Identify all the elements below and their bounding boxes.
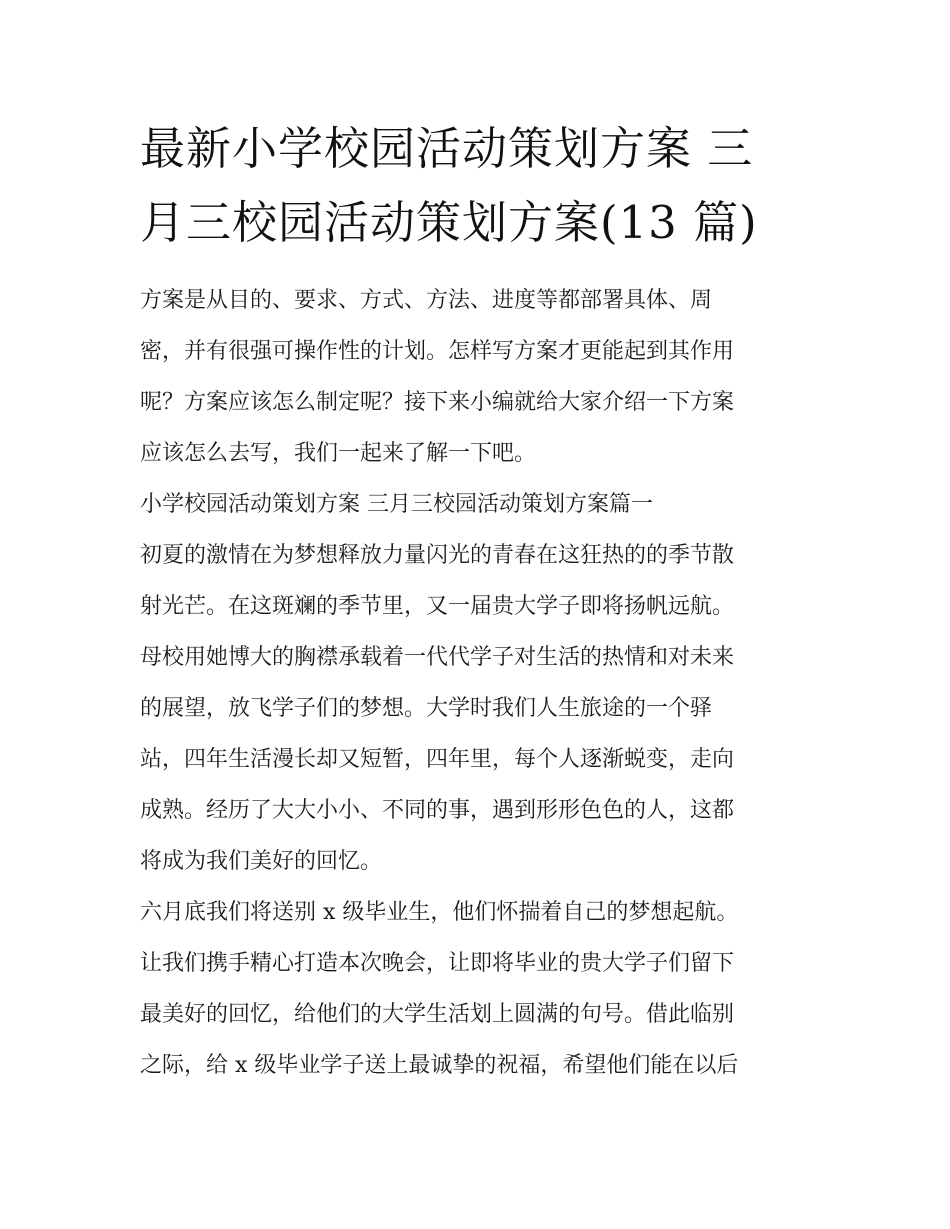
document-title [140, 112, 830, 260]
paragraph-line: 成熟。经历了大大小小、不同的事，遇到形形色色的人，这都 [140, 798, 735, 823]
paragraph-line: 的展望，放飞学子们的梦想。大学时我们人生旅途的一个驿 [140, 696, 713, 721]
intro-line-2: 密，并有很强可操作性的计划。怎样写方案才更能起到其作用 [140, 339, 735, 364]
document-body [140, 275, 830, 1091]
section-heading: 小学校园活动策划方案 三月三校园活动策划方案篇一 [140, 492, 653, 517]
paragraph-line: 最美好的回忆，给他们的大学生活划上圆满的句号。借此临别 [140, 1002, 735, 1027]
paragraph-line: 母校用她博大的胸襟承载着一代代学子对生活的热情和对未来 [140, 645, 735, 670]
intro-line-3: 呢？方案应该怎么制定呢？接下来小编就给大家介绍一下方案 [140, 390, 735, 415]
title-line: 月三校园活动策划方案(13 篇) [140, 196, 758, 249]
paragraph-line: 初夏的激情在为梦想释放力量闪光的青春在这狂热的的季节散 [140, 543, 735, 568]
intro-line-4: 应该怎么去写，我们一起来了解一下吧。 [140, 441, 537, 466]
title-line: 最新小学校园活动策划方案 三 [140, 122, 754, 175]
paragraph-line: 之际，给 x 级毕业学子送上最诚挚的祝福，希望他们能在以后 [140, 1053, 739, 1078]
paragraph-line: 站，四年生活漫长却又短暂，四年里，每个人逐渐蜕变，走向 [140, 747, 735, 772]
paragraph-line: 六月底我们将送别 x 级毕业生，他们怀揣着自己的梦想起航。 [140, 900, 739, 925]
intro-line-1: 方案是从目的、要求、方式、方法、进度等都部署具体、周 [140, 288, 713, 313]
paragraph-line: 将成为我们美好的回忆。 [140, 849, 383, 874]
paragraph-line: 让我们携手精心打造本次晚会，让即将毕业的贵大学子们留下 [140, 951, 735, 976]
paragraph-line: 射光芒。在这斑斓的季节里，又一届贵大学子即将扬帆远航。 [140, 594, 735, 619]
